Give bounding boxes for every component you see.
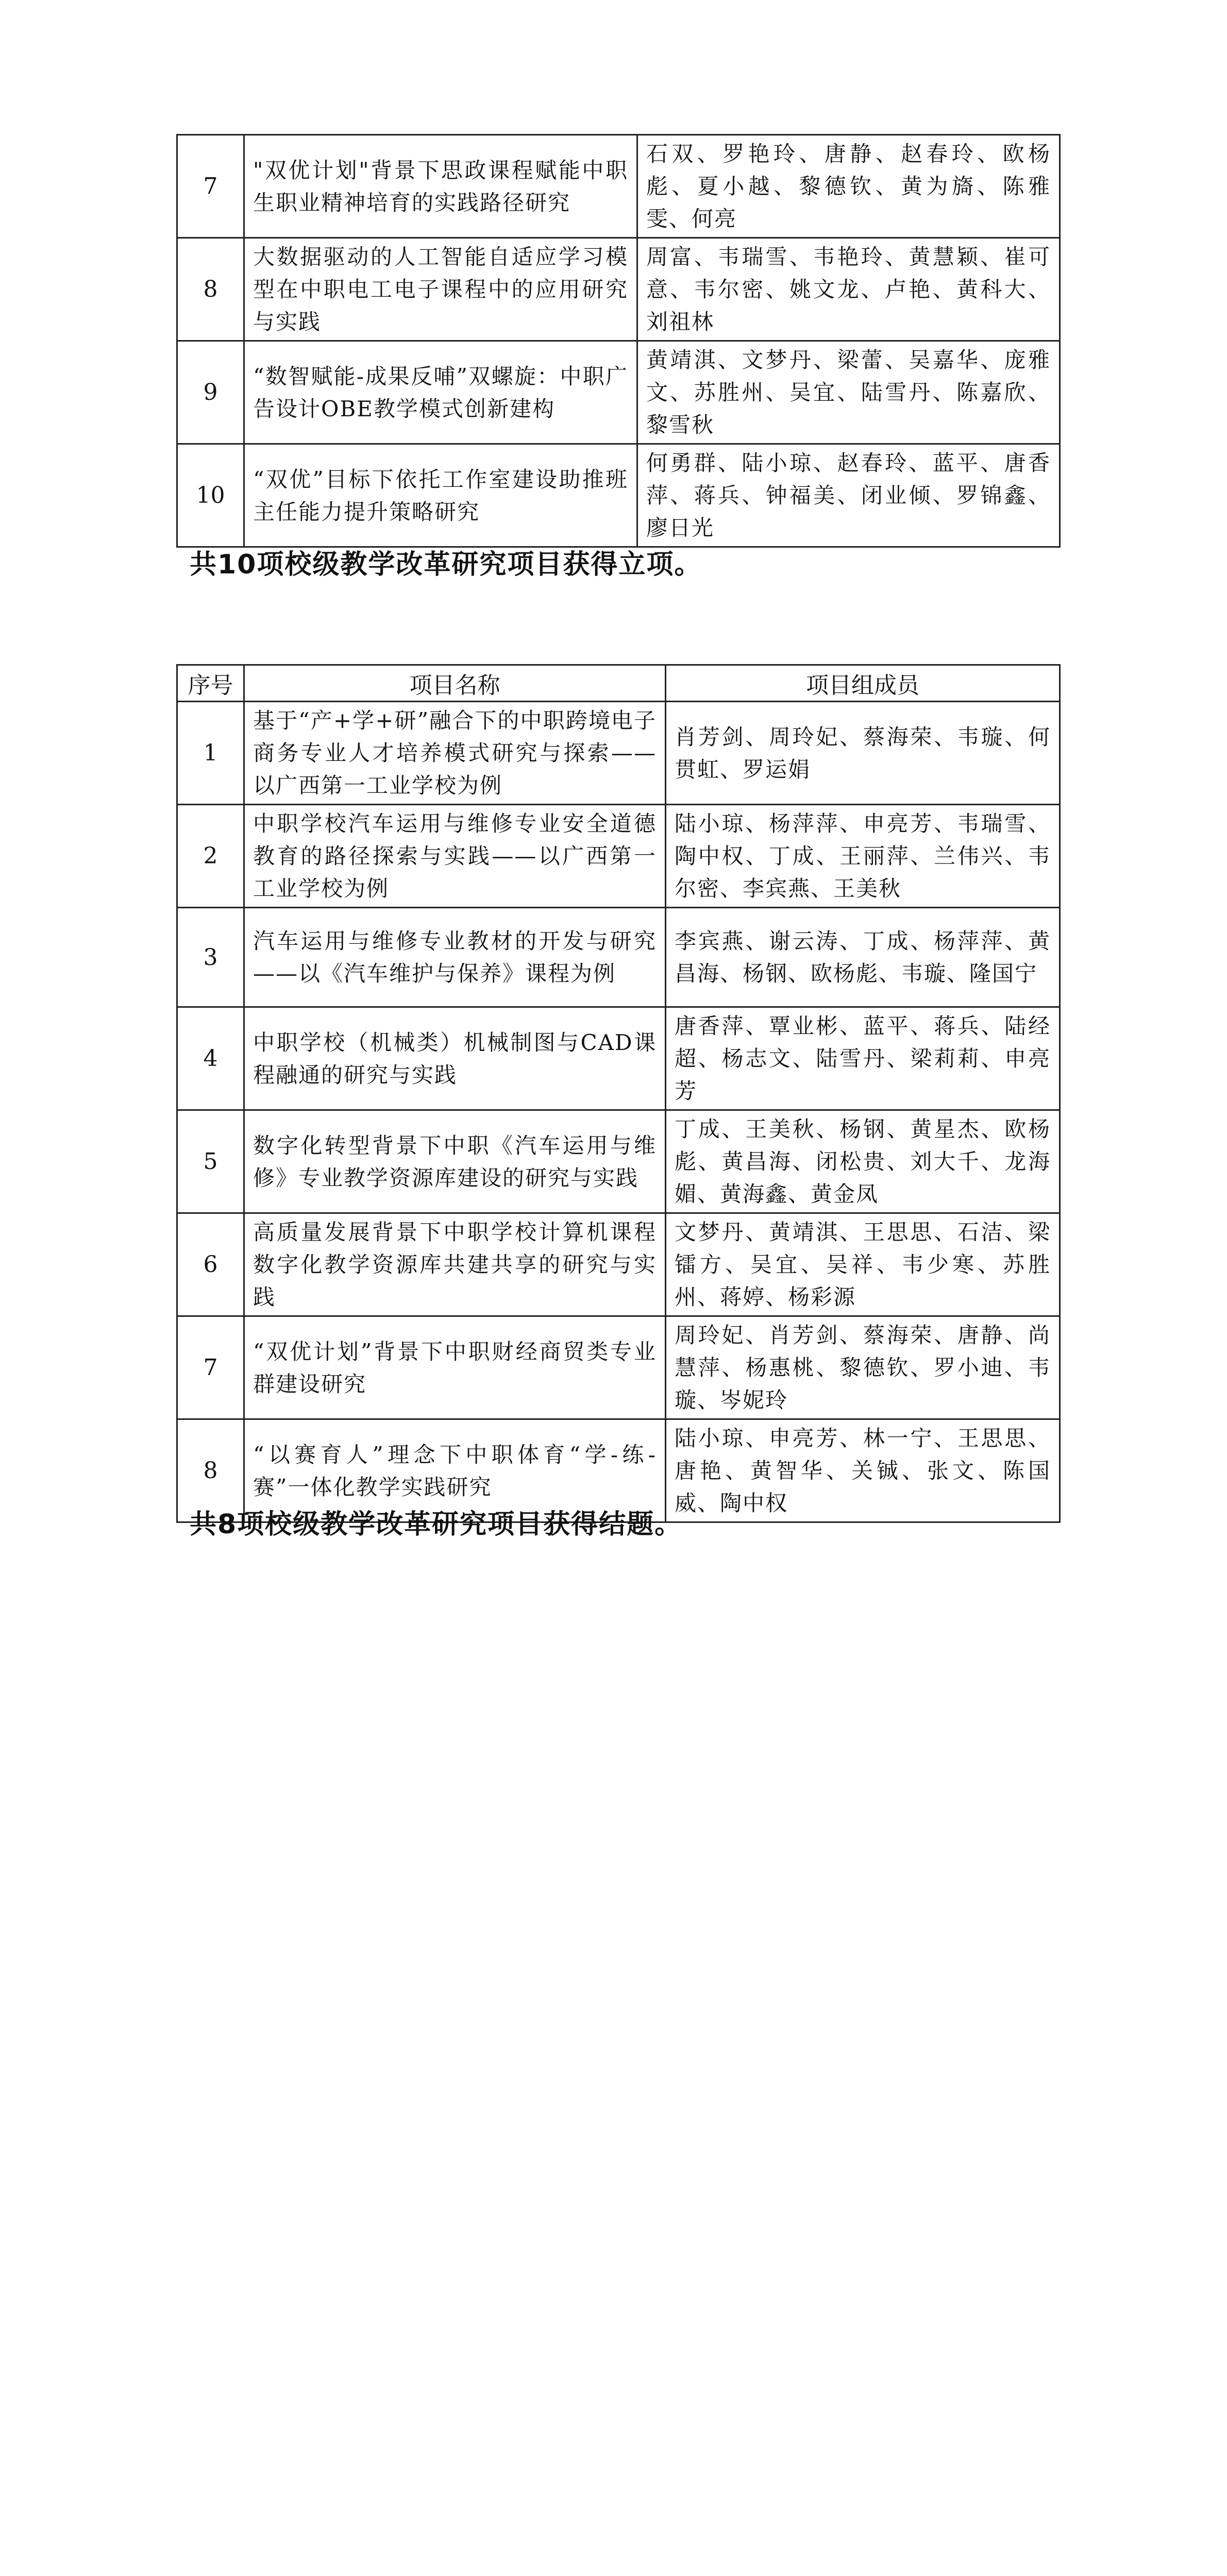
project-name: "双优计划"背景下思政课程赋能中职生职业精神培育的实践路径研究: [244, 135, 637, 238]
table-row: [177, 805, 1060, 908]
project-name: 中职学校（机械类）机械制图与CAD课程融通的研究与实践: [244, 1007, 666, 1110]
table-row: [177, 702, 1060, 805]
row-number: 5: [177, 1110, 244, 1213]
project-name: “双优”目标下依托工作室建设助推班主任能力提升策略研究: [244, 444, 637, 547]
table-row: [177, 1007, 1060, 1110]
header-number: 序号: [177, 665, 244, 702]
project-name: 基于“产+学+研”融合下的中职跨境电子商务专业人才培养模式研究与探索——以广西第一工业学校为例: [244, 702, 666, 805]
project-members: 文梦丹、黄靖淇、王思思、石洁、梁镭方、吴宜、吴祥、韦少寒、苏胜州、蒋婷、杨彩源: [666, 1213, 1060, 1316]
header-members: 项目组成员: [666, 665, 1060, 702]
project-name: “双优计划”背景下中职财经商贸类专业群建设研究: [244, 1316, 666, 1419]
project-members: 何勇群、陆小琼、赵春玲、蓝平、唐香萍、蒋兵、钟福美、闭业倾、罗锦鑫、廖日光: [637, 444, 1060, 547]
project-members: 李宾燕、谢云涛、丁成、杨萍萍、黄昌海、杨钢、欧杨彪、韦璇、隆国宁: [666, 908, 1060, 1007]
approved-projects-table: [176, 134, 1061, 548]
project-name: “以赛育人”理念下中职体育“学-练-赛”一体化教学实践研究: [244, 1419, 666, 1522]
concluded-summary: 共8项校级教学改革研究项目获得结题。: [190, 1509, 683, 1540]
row-number: 2: [177, 805, 244, 908]
project-name: “数智赋能-成果反哺”双螺旋：中职广告设计OBE教学模式创新建构: [244, 341, 637, 444]
project-members: 陆小琼、申亮芳、林一宁、王思思、唐艳、黄智华、关铖、张文、陈国威、陶中权: [666, 1419, 1060, 1522]
row-number: 3: [177, 908, 244, 1007]
project-members: 肖芳剑、周玲妃、蔡海荣、韦璇、何贯虹、罗运娟: [666, 702, 1060, 805]
project-members: 周富、韦瑞雪、韦艳玲、黄慧颖、崔可意、韦尔密、姚文龙、卢艳、黄科大、刘祖林: [637, 238, 1060, 341]
table-row: [177, 1110, 1060, 1213]
project-members: 陆小琼、杨萍萍、申亮芳、韦瑞雪、陶中权、丁成、王丽萍、兰伟兴、韦尔密、李宾燕、王美秋: [666, 805, 1060, 908]
table-header-row: [177, 665, 1060, 702]
project-members: 唐香萍、覃业彬、蓝平、蒋兵、陆经超、杨志文、陆雪丹、梁莉莉、申亮芳: [666, 1007, 1060, 1110]
row-number: 8: [177, 238, 244, 341]
project-name: 汽车运用与维修专业教材的开发与研究——以《汽车维护与保养》课程为例: [244, 908, 666, 1007]
table-row: [177, 1316, 1060, 1419]
row-number: 9: [177, 341, 244, 444]
project-members: 黄靖淇、文梦丹、梁蕾、吴嘉华、庞雅文、苏胜州、吴宜、陆雪丹、陈嘉欣、黎雪秋: [637, 341, 1060, 444]
project-name: 数字化转型背景下中职《汽车运用与维修》专业教学资源库建设的研究与实践: [244, 1110, 666, 1213]
project-name: 高质量发展背景下中职学校计算机课程数字化教学资源库共建共享的研究与实践: [244, 1213, 666, 1316]
row-number: 10: [177, 444, 244, 547]
project-members: 丁成、王美秋、杨钢、黄星杰、欧杨彪、黄昌海、闭松贵、刘大千、龙海媚、黄海鑫、黄金凤: [666, 1110, 1060, 1213]
row-number: 8: [177, 1419, 244, 1522]
table-row: [177, 1213, 1060, 1316]
project-members: 石双、罗艳玲、唐静、赵春玲、欧杨彪、夏小越、黎德钦、黄为旖、陈雅雯、何亮: [637, 135, 1060, 238]
table-row: [177, 908, 1060, 1007]
header-project-name: 项目名称: [244, 665, 666, 702]
row-number: 1: [177, 702, 244, 805]
concluded-projects-table: [176, 664, 1061, 1523]
row-number: 7: [177, 1316, 244, 1419]
approved-summary: 共10项校级教学改革研究项目获得立项。: [190, 549, 702, 580]
row-number: 7: [177, 135, 244, 238]
table-row: [177, 238, 1060, 341]
project-name: 中职学校汽车运用与维修专业安全道德教育的路径探索与实践——以广西第一工业学校为例: [244, 805, 666, 908]
project-name: 大数据驱动的人工智能自适应学习模型在中职电工电子课程中的应用研究与实践: [244, 238, 637, 341]
table-row: [177, 135, 1060, 238]
row-number: 4: [177, 1007, 244, 1110]
row-number: 6: [177, 1213, 244, 1316]
table-row: [177, 341, 1060, 444]
project-members: 周玲妃、肖芳剑、蔡海荣、唐静、尚慧萍、杨惠桃、黎德钦、罗小迪、韦璇、岑妮玲: [666, 1316, 1060, 1419]
table-row: [177, 444, 1060, 547]
